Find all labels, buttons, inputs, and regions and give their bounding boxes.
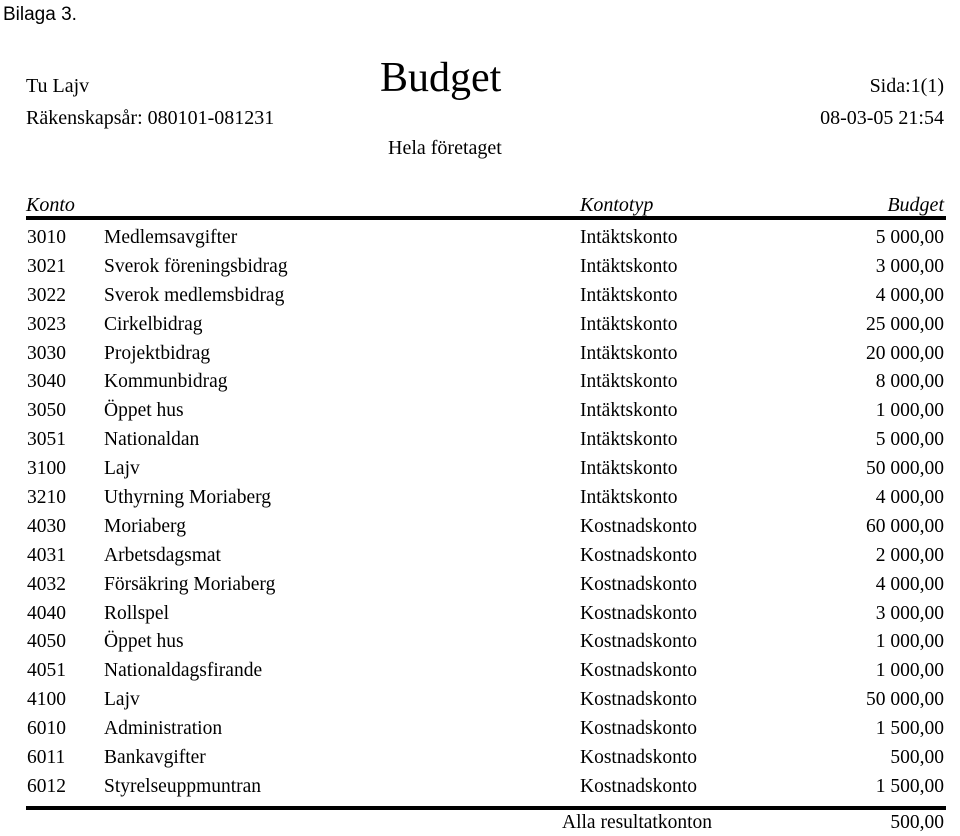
table-row — [0, 368, 960, 397]
fiscal-year: Räkenskapsår: 080101-081231 — [26, 107, 275, 129]
budget-amount: 4 000,00 — [875, 284, 944, 306]
budget-amount: 3 000,00 — [875, 255, 944, 277]
account-type: Kostnadskonto — [580, 747, 697, 769]
table-row — [0, 397, 960, 426]
account-name: Moriaberg — [104, 515, 186, 537]
account-name: Kommunbidrag — [104, 371, 228, 393]
account-number: 3023 — [27, 313, 66, 335]
budget-amount: 1 000,00 — [875, 400, 944, 422]
account-type: Kostnadskonto — [580, 544, 697, 566]
table-row — [0, 311, 960, 340]
account-number: 3210 — [27, 487, 66, 509]
account-type: Intäktskonto — [580, 400, 678, 422]
account-number: 4051 — [27, 660, 66, 682]
table-row — [0, 744, 960, 773]
account-type: Intäktskonto — [580, 458, 678, 480]
account-name: Arbetsdagsmat — [104, 544, 221, 566]
budget-amount: 1 500,00 — [875, 718, 944, 740]
account-type: Intäktskonto — [580, 487, 678, 509]
account-name: Uthyrning Moriaberg — [104, 487, 271, 509]
budget-table-body — [0, 224, 960, 802]
table-row — [0, 282, 960, 311]
budget-amount: 4 000,00 — [875, 487, 944, 509]
account-number: 3100 — [27, 458, 66, 480]
header-budget: Budget — [887, 194, 944, 216]
table-row — [0, 686, 960, 715]
table-row — [0, 600, 960, 629]
account-number: 6012 — [27, 775, 66, 797]
account-number: 3022 — [27, 284, 66, 306]
budget-amount: 1 500,00 — [875, 775, 944, 797]
account-number: 4031 — [27, 544, 66, 566]
budget-amount: 4 000,00 — [875, 573, 944, 595]
total-divider — [26, 806, 946, 810]
budget-amount: 1 000,00 — [875, 631, 944, 653]
account-number: 4050 — [27, 631, 66, 653]
total-label: Alla resultatkonton — [562, 812, 713, 833]
account-number: 3030 — [27, 342, 66, 364]
budget-amount: 8 000,00 — [875, 371, 944, 393]
budget-amount: 5 000,00 — [875, 227, 944, 248]
table-row — [0, 773, 960, 802]
account-number: 4040 — [27, 602, 66, 624]
table-row — [0, 426, 960, 455]
account-name: Bankavgifter — [104, 747, 206, 769]
account-name: Sverok föreningsbidrag — [104, 255, 288, 277]
account-name: Nationaldan — [104, 429, 200, 451]
account-type: Kostnadskonto — [580, 631, 697, 653]
budget-amount: 25 000,00 — [866, 313, 944, 335]
account-name: Öppet hus — [104, 631, 184, 653]
account-name: Sverok medlemsbidrag — [104, 284, 285, 306]
account-number: 6010 — [27, 718, 66, 740]
report-subtitle: Hela företaget — [388, 137, 502, 159]
account-name: Administration — [104, 718, 223, 740]
table-row — [0, 542, 960, 571]
table-row — [0, 484, 960, 513]
table-row — [0, 253, 960, 282]
account-type: Intäktskonto — [580, 371, 678, 393]
account-number: 3040 — [27, 371, 66, 393]
table-row — [0, 340, 960, 369]
attachment-label: Bilaga 3. — [3, 4, 77, 25]
account-number: 3010 — [27, 227, 66, 248]
company-name: Tu Lajv — [26, 75, 90, 97]
account-number: 4100 — [27, 689, 66, 711]
table-row — [0, 513, 960, 542]
account-number: 4032 — [27, 573, 66, 595]
page-number: Sida:1(1) — [869, 75, 944, 97]
account-type: Kostnadskonto — [580, 660, 697, 682]
account-number: 4030 — [27, 515, 66, 537]
account-name: Lajv — [104, 458, 140, 480]
budget-amount: 5 000,00 — [875, 429, 944, 451]
account-name: Rollspel — [104, 602, 170, 624]
report-datetime: 08-03-05 21:54 — [820, 107, 944, 129]
account-type: Kostnadskonto — [580, 573, 697, 595]
account-number: 6011 — [27, 747, 66, 769]
budget-amount: 50 000,00 — [866, 458, 944, 480]
total-value: 500,00 — [890, 812, 944, 833]
account-name: Styrelseuppmuntran — [104, 775, 262, 797]
table-row — [0, 715, 960, 744]
account-type: Kostnadskonto — [580, 689, 697, 711]
account-name: Medlemsavgifter — [104, 227, 238, 248]
account-type: Kostnadskonto — [580, 718, 697, 740]
account-type: Kostnadskonto — [580, 515, 697, 537]
account-type: Kostnadskonto — [580, 775, 697, 797]
table-row — [0, 455, 960, 484]
budget-amount: 1 000,00 — [875, 660, 944, 682]
account-type: Intäktskonto — [580, 255, 678, 277]
table-row — [0, 224, 960, 253]
header-konto: Konto — [26, 194, 75, 216]
account-type: Intäktskonto — [580, 313, 678, 335]
account-number: 3050 — [27, 400, 66, 422]
budget-amount: 3 000,00 — [875, 602, 944, 624]
account-type: Intäktskonto — [580, 284, 678, 306]
table-row — [0, 657, 960, 686]
table-row — [0, 628, 960, 657]
account-name: Försäkring Moriaberg — [104, 573, 276, 595]
account-number: 3021 — [27, 255, 66, 277]
budget-amount: 500,00 — [890, 747, 944, 769]
table-row — [0, 571, 960, 600]
budget-amount: 50 000,00 — [866, 689, 944, 711]
account-type: Intäktskonto — [580, 429, 678, 451]
account-type: Intäktskonto — [580, 227, 678, 248]
account-name: Projektbidrag — [104, 342, 211, 364]
page-title: Budget — [380, 55, 502, 101]
account-type: Intäktskonto — [580, 342, 678, 364]
budget-amount: 60 000,00 — [866, 515, 944, 537]
budget-amount: 2 000,00 — [875, 544, 944, 566]
account-number: 3051 — [27, 429, 66, 451]
account-type: Kostnadskonto — [580, 602, 697, 624]
account-name: Cirkelbidrag — [104, 313, 203, 335]
budget-amount: 20 000,00 — [866, 342, 944, 364]
header-divider — [26, 216, 946, 220]
header-kontotyp: Kontotyp — [580, 194, 654, 216]
account-name: Lajv — [104, 689, 140, 711]
account-name: Öppet hus — [104, 400, 184, 422]
account-name: Nationaldagsfirande — [104, 660, 263, 682]
